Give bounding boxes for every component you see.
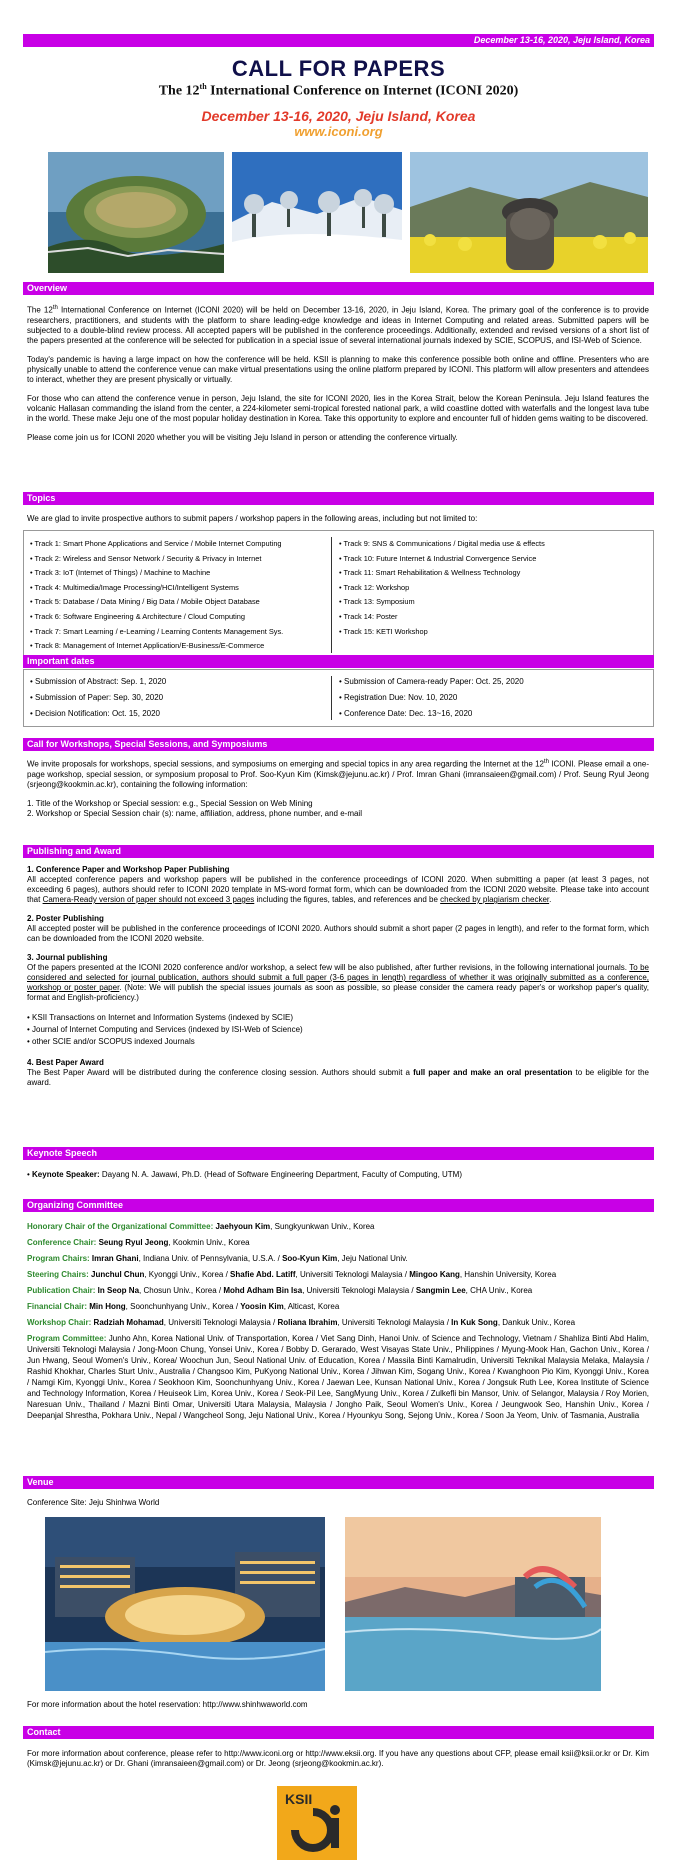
shinhwa-resort-night-photo bbox=[45, 1517, 325, 1691]
journal-list bbox=[27, 1012, 649, 1048]
contact-header: Contact bbox=[23, 1726, 654, 1739]
page-title: CALL FOR PAPERS bbox=[231, 56, 446, 81]
committee-header: Organizing Committee bbox=[23, 1199, 654, 1212]
workshops-text: We invite proposals for workshops, special sessions, and symposiums on emerging and special topics in any area regarding the Internet at the 12th ICONI. Please email a one-page workshop, special session, or symposium proposal to Prof. Soo-Kyun Kim (Kimsk@jejunu.ac.kr) / Prof. Imran Ghani (imransaieen@gmail.com) / Prof. Seung Ryul Jeong (srjeong@kookmin.ac.kr), containing the following information: 1. Title of the Workshop or Special session: e.g., Special Session on Web Mining 2. Workshop or Special Session chair (s): name, affiliation, address, phone number, and e-mail bbox=[27, 759, 649, 818]
date-item: • Submission of Camera-ready Paper: Oct. 25, 2020 bbox=[339, 674, 524, 690]
dol-hareubang-photo bbox=[410, 152, 648, 273]
dates-right-list bbox=[339, 674, 524, 726]
shinhwa-waterpark-photo bbox=[345, 1517, 601, 1691]
overview-text: The 12th International Conference on Internet (ICONI 2020) will be held on December 13-16, 2020, in Jeju Island, Korea. The primary goal of the conference is to provide researchers, practitioners, and students with the platform to share leading-edge knowledge and ideas in Internet Computing and related areas. Submitted papers will be subjected to a double-blind review process. All accepted papers will be published in the conference proceedings. Additionally, extended and revised versions of a short list of the papers presented at the conference will be selected for publication in a special issue of several international journals indexed by SCIE, SCOPUS, and ISI-Web of Science. Today's pandemic is having a large impact on how the conference will be held. KSII is planning to make this conference possible both online and offline. Presenters who are physically unable to attend the conference venue can make virtual presentations using the online platform prepared by ICONI. This platform will allow presenters and attendees to interact, whether they are present physically or virtually. For those who can attend the conference venue in person, Jeju Island, the site for ICONI 2020, lies in the Korea Strait, below the Korean Peninsula. Jeju Island features the volcanic Hallasan commanding the island from the center, a 224-kilometer semi-tropical forested national park, a wild coastline dotted with waterfalls and the longest lava tube in the world. These make Jeju one of the most popular holiday destination in Korea. Take this opportunity to explore and encounter full of hidden gems waiting to be discovered. Please come join us for ICONI 2020 whether you will be visiting Jeju Island in person or attending the conference virtually. bbox=[27, 305, 650, 442]
venue-site: Conference Site: Jeju Shinhwa World bbox=[27, 1498, 160, 1507]
topic-item: • Track 15: KETI Workshop bbox=[339, 625, 545, 640]
conference-title: The 12th International Conference on Internet (ICONI 2020) bbox=[158, 82, 519, 99]
journal-item: • Journal of Internet Computing and Services (indexed by ISI-Web of Science) bbox=[27, 1024, 649, 1036]
venue-more-info: For more information about the hotel reservation: http://www.shinhwaworld.com bbox=[27, 1700, 308, 1709]
topic-item: • Track 6: Software Engineering & Architecture / Cloud Computing bbox=[30, 610, 283, 625]
topics-left-list bbox=[30, 537, 283, 659]
date-item: • Submission of Paper: Sep. 30, 2020 bbox=[30, 690, 166, 706]
topic-item: • Track 3: IoT (Internet of Things) / Machine to Machine bbox=[30, 566, 283, 581]
topics-header: Topics bbox=[23, 492, 654, 505]
topic-item: • Track 12: Workshop bbox=[339, 581, 545, 596]
venue-header: Venue bbox=[23, 1476, 654, 1489]
snow-forest-photo bbox=[232, 152, 402, 273]
topic-item: • Track 9: SNS & Communications / Digital media use & effects bbox=[339, 537, 545, 552]
dates-box bbox=[23, 669, 654, 727]
ksii-logo bbox=[277, 1786, 357, 1860]
date-item: • Submission of Abstract: Sep. 1, 2020 bbox=[30, 674, 166, 690]
ksii-logo-text: KSII bbox=[285, 1791, 313, 1807]
journal-item: • KSII Transactions on Internet and Information Systems (indexed by SCIE) bbox=[27, 1012, 649, 1024]
important-dates-header: Important dates bbox=[23, 655, 654, 668]
date-banner: December 13-16, 2020, Jeju Island, Korea bbox=[23, 34, 654, 47]
topic-item: • Track 2: Wireless and Sensor Network / Security & Privacy in Internet bbox=[30, 552, 283, 567]
jeju-crater-photo bbox=[48, 152, 224, 273]
overview-header: Overview bbox=[23, 282, 654, 295]
topic-item: • Track 10: Future Internet & Industrial Convergence Service bbox=[339, 552, 545, 567]
topic-item: • Track 4: Multimedia/Image Processing/HCI/Intelligent Systems bbox=[30, 581, 283, 596]
topics-intro: We are glad to invite prospective authors to submit papers / workshop papers in the following areas, including but not limited to: bbox=[27, 514, 478, 523]
topic-item: • Track 13: Symposium bbox=[339, 595, 545, 610]
keynote-text: • Keynote Speaker: Dayang N. A. Jawawi, Ph.D. (Head of Software Engineering Department, Faculty of Computing, UTM) bbox=[27, 1170, 463, 1179]
topic-item: • Track 14: Poster bbox=[339, 610, 545, 625]
conference-dates: December 13-16, 2020, Jeju Island, Korea bbox=[201, 108, 476, 124]
committee-text: Honorary Chair of the Organizational Committee: Jaehyoun Kim, Sungkyunkwan Univ., Korea Conference Chair: Seung Ryul Jeong, Kookmin Univ., Korea Program Chairs: Imran Ghani, Indiana Univ. of Pennsylvania, U.S.A. / Soo-Kyun Kim, Jeju National Univ. Steering Chairs: Junchul Chun, Kyonggi Univ., Korea / Shafie Abd. Latiff, Universiti Teknologi Malaysia / Mingoo Kang, Hanshin University, Korea Publication Chair: In Seop Na, Chosun Univ., Korea / Mohd Adham Bin Isa, Universiti Teknologi Malaysia / Sangmin Lee, CHA Univ., Korea Financial Chair: Min Hong, Soonchunhyang Univ., Korea / Yoosin Kim, Alticast, Korea Workshop Chair: Radziah Mohamad, Universiti Teknologi Malaysia / Roliana Ibrahim, Universiti Teknologi Malaysia / In Kuk Song, Dankuk Univ., Korea Program Committee: Junho Ahn, Korea National Univ. of Transportation, Korea / Viet Sang Dinh, Hanoi Univ. of Science and Technology, Vietnam / Shahliza Binti Abd Halim, Universiti Teknologi Malaysia / Jong-Moon Chung, Yonsei Univ., Korea / Bobby D. Gerarado, West Visayas State Univ., Philippines / Myung-Mook Han, Gachon Univ., Korea / Jun Hwang, Seoul Women's Univ., Korea/ Woochun Jun, Seoul National Univ. of Education, Korea / Massila Binti Kamalrudin, Universiti Teknikal Malaysia Melaka, Malaysia / Rashid Khokhar, Charles Sturt Univ., Australia / Changsoo Kim, PuKyong National Univ., Korea / Jihwan Kim, Sogang Univ., Korea / Kwanghoon Pio Kim, Kyonggi Univ., Korea / Namgi Kim, Kyonggi Univ., Korea / Seokhoon Kim, Soonchunhyang Univ., Korea / Jaewan Lee, Kunsan National Univ., Korea / Jongsuk Ruth Lee, Korea Institute of Science and Technology Information, Korea / Heuiseok Lim, Korea Univ., Korea / Seok-Pil Lee, SangMyung Univ., Korea / Zulkefli bin Mansor, Univ. of Selangor, Malaysia / Roy Morien, Naresuan Univ., Thailand / Mazni Binti Omar, Universiti Utara Malaysia, Malaysia / Jongho Paik, Seoul Women's Univ., Korea / Jeungwook Seo, Hanshin Univ., Korea / Deepanjal Shrestha, Pokhara Univ., Nepal / Wangcheol Song, Jeju National Univ., Korea / Hyounkyu Song, Sejong Univ., Korea / Soon Ja Yeom, Univ. of Tasmania, Australia bbox=[27, 1222, 650, 1420]
publishing-text: 1. Conference Paper and Workshop Paper Publishing All accepted conference papers and workshop papers will be published in the conference proceedings of ICONI 2020. When submitting a paper (at least 3 pages, not exceeding 6 pages), authors should refer to ICONI 2020 template in MS-word format form, which can be downloaded from the ICONI 2020 website. Please take into account that Camera-Ready version of paper should not exceed 3 pages including the figures, tables, and references and be checked by plagiarism checker. 2. Poster Publishing All accepted poster will be published in the conference proceedings of ICONI 2020. Authors should submit a short paper (2 pages in length), and refer to the format form, which can be downloaded from the ICONI 2020 website. 3. Journal publishing Of the papers presented at the ICONI 2020 conference and/or workshop, a select few will be also published, after further revisions, in the following international journals. To be considered and selected for journal publication, authors should submit a full paper (3-6 pages in length) regardless of whether it was originally submitted as a conference, workshop or poster paper. (Note: We will publish the special issues journals as soon as possible, so please consider the camera ready paper's or workshop paper's quality, format and English-proficiency.) • KSII Transactions on Internet and Information Systems (indexed by SCIE) • Journal of Internet Computing and Services (indexed by ISI-Web of Science) • other SCIE and/or SCOPUS indexed Journals 4. Best Paper Award The Best Paper Award will be distributed during the conference closing session. Authors should submit a full paper and make an oral presentation to be eligible for the award. bbox=[27, 865, 649, 1097]
publishing-header: Publishing and Award bbox=[23, 845, 654, 858]
topic-item: • Track 1: Smart Phone Applications and Service / Mobile Internet Computing bbox=[30, 537, 283, 552]
journal-item: • other SCIE and/or SCOPUS indexed Journals bbox=[27, 1036, 649, 1048]
contact-text: For more information about conference, please refer to http://www.iconi.org or http://www.eksii.org. If you have any questions about CFP, please email ksii@ksii.or.kr or Dr. Kim (Kimsk@jejunu.ac.kr) or Dr. Ghani (imransaieen@gmail.com) or Dr. Jeong (srjeong@kookmin.ac.kr). bbox=[27, 1749, 649, 1768]
topics-right-list bbox=[339, 537, 545, 659]
dates-left-list bbox=[30, 674, 166, 726]
date-item: • Decision Notification: Oct. 15, 2020 bbox=[30, 706, 166, 722]
workshops-header: Call for Workshops, Special Sessions, and Symposiums bbox=[23, 738, 654, 751]
date-item: • Registration Due: Nov. 10, 2020 bbox=[339, 690, 524, 706]
topics-box bbox=[23, 530, 654, 660]
topic-item: • Track 8: Management of Internet Application/E-Business/E-Commerce bbox=[30, 639, 283, 654]
dates-divider bbox=[331, 676, 332, 720]
topic-item: • Track 5: Database / Data Mining / Big Data / Mobile Object Database bbox=[30, 595, 283, 610]
date-item: • Conference Date: Dec. 13~16, 2020 bbox=[339, 706, 524, 722]
topic-item: • Track 11: Smart Rehabilitation & Wellness Technology bbox=[339, 566, 545, 581]
keynote-header: Keynote Speech bbox=[23, 1147, 654, 1160]
topic-item: • Track 7: Smart Learning / e-Learning / Learning Contents Management Sys. bbox=[30, 625, 283, 640]
topics-divider bbox=[331, 537, 332, 653]
conference-url-link[interactable]: www.iconi.org bbox=[294, 124, 383, 139]
